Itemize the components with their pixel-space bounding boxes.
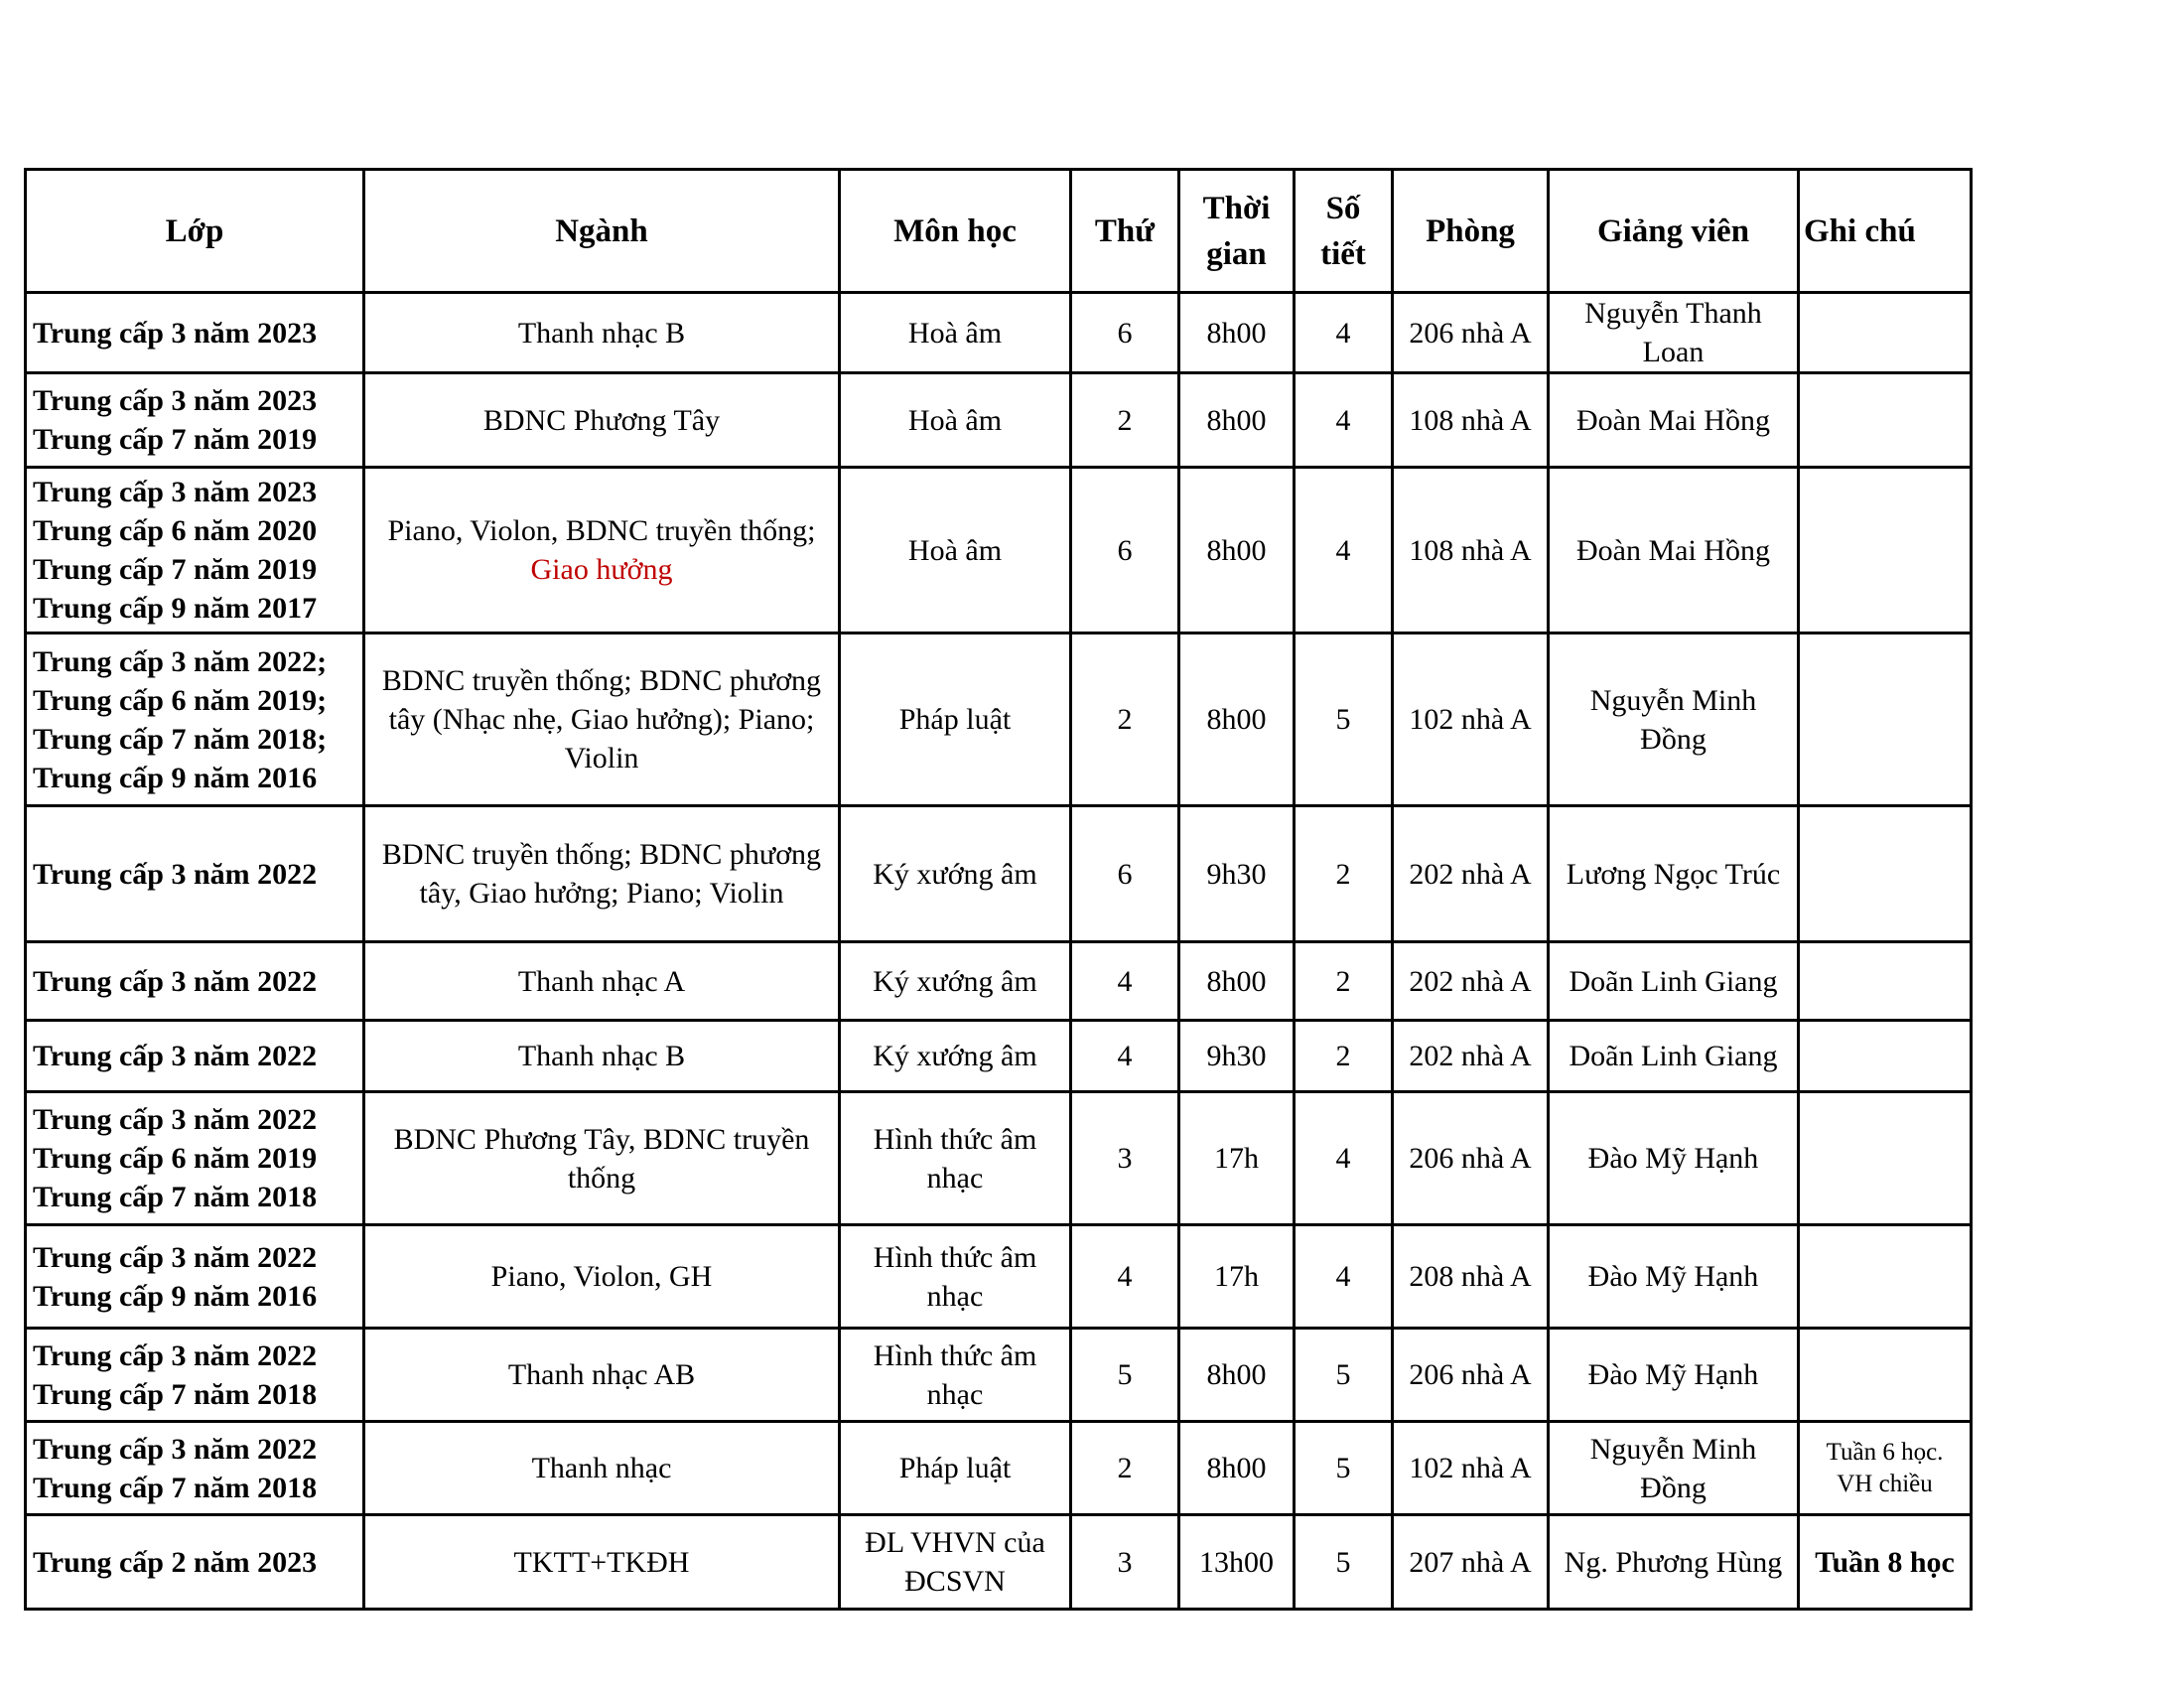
cell-giang-vien <box>1549 373 1799 468</box>
cell-lop <box>26 1092 364 1225</box>
cell-mon-hoc <box>840 942 1071 1021</box>
giang-vien-line: Lương Ngọc Trúc <box>1566 857 1781 891</box>
nganh-line: TKTT+TKĐH <box>513 1545 690 1579</box>
cell-thu: 4 <box>1071 1225 1179 1329</box>
table-row <box>26 373 1972 468</box>
header-thoi-gian <box>1179 170 1295 293</box>
cell-mon-hoc <box>840 1225 1071 1329</box>
nganh-line: tây, Giao hưởng; Piano; Violin <box>419 877 784 910</box>
cell-nganh <box>364 468 840 633</box>
giang-vien-line: Đồng <box>1640 1471 1706 1504</box>
cell-nganh <box>364 1515 840 1610</box>
header-thoi-gian-line: Thời <box>1202 190 1271 226</box>
giang-vien-line: Nguyễn Minh <box>1589 683 1757 717</box>
table-row <box>26 1422 1972 1515</box>
table-row <box>26 942 1972 1021</box>
mon-hoc-line: Hoà âm <box>907 403 1003 437</box>
cell-ghi-chu <box>1799 373 1972 468</box>
table-row <box>26 633 1972 806</box>
nganh-line: Thanh nhạc B <box>517 1040 686 1072</box>
header-mon-hoc: Môn học <box>840 170 1071 293</box>
cell-thu: 4 <box>1071 1021 1179 1092</box>
mon-hoc-line: nhạc <box>926 1279 984 1313</box>
lop-line: Trung cấp 3 năm 2022 <box>33 964 318 998</box>
cell-thoi-gian: 8h00 <box>1179 633 1295 806</box>
cell-nganh <box>364 633 840 806</box>
giang-vien-line: Đào Mỹ Hạnh <box>1587 1260 1759 1293</box>
cell-so-tiet: 2 <box>1295 806 1393 942</box>
giang-vien-line: Ng. Phương Hùng <box>1564 1545 1783 1579</box>
cell-phong: 206 nhà A <box>1393 1329 1549 1422</box>
ghi-chu-line: Tuần 6 học. <box>1826 1438 1944 1466</box>
header-so-tiet-line: tiết <box>1320 235 1366 272</box>
mon-hoc-line: Hoà âm <box>907 316 1003 350</box>
mon-hoc-line: ĐL VHVN của <box>865 1526 1045 1559</box>
cell-phong: 102 nhà A <box>1393 1422 1549 1515</box>
cell-phong: 206 nhà A <box>1393 293 1549 373</box>
cell-phong: 102 nhà A <box>1393 633 1549 806</box>
cell-lop <box>26 1515 364 1610</box>
nganh-line: Thanh nhạc <box>531 1452 672 1484</box>
lop-line: Trung cấp 3 năm 2022 <box>33 1240 318 1274</box>
cell-thoi-gian: 8h00 <box>1179 1329 1295 1422</box>
cell-so-tiet: 4 <box>1295 293 1393 373</box>
lop-line: Trung cấp 6 năm 2019; <box>33 683 328 717</box>
lop-line: Trung cấp 6 năm 2020 <box>33 514 318 547</box>
cell-mon-hoc <box>840 293 1071 373</box>
table-row <box>26 1225 1972 1329</box>
lop-line: Trung cấp 3 năm 2022 <box>33 1040 318 1072</box>
cell-mon-hoc <box>840 468 1071 633</box>
header-phong: Phòng <box>1393 170 1549 293</box>
giang-vien-line: Doãn Linh Giang <box>1569 1040 1778 1072</box>
mon-hoc-line: Ký xướng âm <box>873 857 1037 891</box>
cell-giang-vien <box>1549 468 1799 633</box>
lop-line: Trung cấp 7 năm 2019 <box>33 423 318 456</box>
cell-thu: 3 <box>1071 1515 1179 1610</box>
mon-hoc-line: Pháp luật <box>898 1452 1012 1484</box>
nganh-line: Thanh nhạc AB <box>507 1358 696 1391</box>
giang-vien-line: Đồng <box>1640 722 1706 756</box>
cell-thu: 5 <box>1071 1329 1179 1422</box>
header-lop: Lớp <box>26 170 364 293</box>
cell-ghi-chu <box>1799 468 1972 633</box>
giang-vien-line: Nguyễn Thanh <box>1584 297 1762 330</box>
cell-phong: 208 nhà A <box>1393 1225 1549 1329</box>
cell-lop <box>26 806 364 942</box>
cell-so-tiet: 5 <box>1295 1515 1393 1610</box>
cell-nganh <box>364 1021 840 1092</box>
cell-so-tiet: 5 <box>1295 1329 1393 1422</box>
cell-so-tiet: 2 <box>1295 1021 1393 1092</box>
mon-hoc-line: Hình thức âm <box>873 1240 1037 1274</box>
giang-vien-line: Loan <box>1642 336 1705 368</box>
mon-hoc-line: Hoà âm <box>907 533 1003 567</box>
ghi-chu-line: Tuần 8 học <box>1815 1545 1955 1579</box>
schedule-table <box>24 168 1973 1611</box>
header-so-tiet <box>1295 170 1393 293</box>
mon-hoc-line: Ký xướng âm <box>873 1040 1037 1072</box>
cell-mon-hoc <box>840 1021 1071 1092</box>
cell-so-tiet: 4 <box>1295 1225 1393 1329</box>
cell-mon-hoc <box>840 806 1071 942</box>
lop-line: Trung cấp 7 năm 2019 <box>33 553 318 586</box>
nganh-red-line: Giao hưởng <box>530 553 673 586</box>
cell-thu: 2 <box>1071 633 1179 806</box>
lop-line: Trung cấp 7 năm 2018 <box>33 1471 318 1504</box>
lop-line: Trung cấp 7 năm 2018; <box>33 722 328 756</box>
cell-thoi-gian: 9h30 <box>1179 1021 1295 1092</box>
nganh-line: Violin <box>564 742 639 774</box>
mon-hoc-line: Ký xướng âm <box>873 964 1037 998</box>
nganh-line: Piano, Violon, BDNC truyền thống; <box>387 514 816 547</box>
cell-ghi-chu <box>1799 942 1972 1021</box>
mon-hoc-line: ĐCSVN <box>904 1565 1006 1598</box>
lop-line: Trung cấp 3 năm 2023 <box>33 384 318 417</box>
lop-line: Trung cấp 3 năm 2022 <box>33 1103 318 1136</box>
lop-line: Trung cấp 3 năm 2022 <box>33 1432 318 1466</box>
cell-thu: 6 <box>1071 468 1179 633</box>
lop-line: Trung cấp 9 năm 2017 <box>33 592 318 625</box>
cell-ghi-chu <box>1799 1515 1972 1610</box>
cell-ghi-chu <box>1799 806 1972 942</box>
nganh-line: BDNC truyền thống; BDNC phương <box>381 664 822 697</box>
cell-so-tiet: 5 <box>1295 633 1393 806</box>
nganh-line: Piano, Violon, GH <box>490 1260 713 1293</box>
cell-lop <box>26 373 364 468</box>
cell-phong: 202 nhà A <box>1393 806 1549 942</box>
cell-giang-vien <box>1549 1021 1799 1092</box>
table-row <box>26 468 1972 633</box>
table-row <box>26 1092 1972 1225</box>
nganh-line: Thanh nhạc A <box>517 964 686 998</box>
cell-thoi-gian: 13h00 <box>1179 1515 1295 1610</box>
cell-nganh <box>364 293 840 373</box>
cell-mon-hoc <box>840 373 1071 468</box>
nganh-line: BDNC truyền thống; BDNC phương <box>381 838 822 871</box>
lop-line: Trung cấp 3 năm 2022; <box>33 644 328 678</box>
cell-giang-vien <box>1549 1515 1799 1610</box>
cell-lop <box>26 1225 364 1329</box>
cell-giang-vien <box>1549 1422 1799 1515</box>
giang-vien-line: Đoàn Mai Hồng <box>1576 533 1770 567</box>
cell-giang-vien <box>1549 293 1799 373</box>
nganh-line: Thanh nhạc B <box>517 316 686 350</box>
cell-thoi-gian: 9h30 <box>1179 806 1295 942</box>
cell-giang-vien <box>1549 1225 1799 1329</box>
header-row <box>26 170 1972 293</box>
cell-nganh <box>364 942 840 1021</box>
lop-line: Trung cấp 3 năm 2022 <box>33 1338 318 1372</box>
lop-line: Trung cấp 9 năm 2016 <box>33 761 318 794</box>
cell-nganh <box>364 1092 840 1225</box>
cell-ghi-chu <box>1799 1225 1972 1329</box>
cell-giang-vien <box>1549 1329 1799 1422</box>
cell-lop <box>26 1021 364 1092</box>
cell-thu: 6 <box>1071 293 1179 373</box>
cell-giang-vien <box>1549 633 1799 806</box>
table-row <box>26 1021 1972 1092</box>
lop-line: Trung cấp 3 năm 2022 <box>33 857 318 891</box>
cell-thoi-gian: 8h00 <box>1179 942 1295 1021</box>
header-thoi-gian-line: gian <box>1206 235 1267 272</box>
cell-ghi-chu <box>1799 293 1972 373</box>
lop-line: Trung cấp 7 năm 2018 <box>33 1377 318 1411</box>
mon-hoc-line: Pháp luật <box>898 703 1012 736</box>
ghi-chu-line: VH chiều <box>1837 1470 1933 1497</box>
cell-ghi-chu <box>1799 633 1972 806</box>
cell-mon-hoc <box>840 1515 1071 1610</box>
cell-thoi-gian: 8h00 <box>1179 373 1295 468</box>
table-row <box>26 1515 1972 1610</box>
cell-thoi-gian: 8h00 <box>1179 468 1295 633</box>
cell-mon-hoc <box>840 1422 1071 1515</box>
nganh-line: BDNC Phương Tây, BDNC truyền <box>393 1122 810 1156</box>
lop-line: Trung cấp 3 năm 2023 <box>33 476 318 508</box>
header-nganh: Ngành <box>364 170 840 293</box>
mon-hoc-line: nhạc <box>926 1161 984 1195</box>
cell-lop <box>26 633 364 806</box>
nganh-line: BDNC Phương Tây <box>482 403 721 437</box>
lop-line: Trung cấp 9 năm 2016 <box>33 1279 318 1313</box>
cell-ghi-chu <box>1799 1329 1972 1422</box>
cell-lop <box>26 1329 364 1422</box>
cell-mon-hoc <box>840 1329 1071 1422</box>
cell-thu: 4 <box>1071 942 1179 1021</box>
cell-thoi-gian: 8h00 <box>1179 293 1295 373</box>
cell-so-tiet: 2 <box>1295 942 1393 1021</box>
cell-giang-vien <box>1549 942 1799 1021</box>
cell-thoi-gian: 17h <box>1179 1225 1295 1329</box>
header-giang-vien: Giảng viên <box>1549 170 1799 293</box>
cell-phong: 207 nhà A <box>1393 1515 1549 1610</box>
cell-mon-hoc <box>840 633 1071 806</box>
table-row <box>26 806 1972 942</box>
mon-hoc-line: Hình thức âm <box>873 1122 1037 1156</box>
giang-vien-line: Doãn Linh Giang <box>1569 964 1778 998</box>
lop-line: Trung cấp 2 năm 2023 <box>33 1545 318 1579</box>
cell-nganh <box>364 1422 840 1515</box>
cell-thu: 2 <box>1071 1422 1179 1515</box>
lop-line: Trung cấp 7 năm 2018 <box>33 1181 318 1213</box>
cell-mon-hoc <box>840 1092 1071 1225</box>
table-body <box>26 293 1972 1610</box>
cell-lop <box>26 293 364 373</box>
giang-vien-line: Nguyễn Minh <box>1589 1432 1757 1466</box>
lop-line: Trung cấp 3 năm 2023 <box>33 316 318 350</box>
cell-phong: 202 nhà A <box>1393 1021 1549 1092</box>
giang-vien-line: Đào Mỹ Hạnh <box>1587 1358 1759 1391</box>
cell-so-tiet: 4 <box>1295 1092 1393 1225</box>
cell-thoi-gian: 17h <box>1179 1092 1295 1225</box>
cell-so-tiet: 5 <box>1295 1422 1393 1515</box>
cell-phong: 108 nhà A <box>1393 373 1549 468</box>
table-row <box>26 1329 1972 1422</box>
lop-line: Trung cấp 6 năm 2019 <box>33 1142 318 1175</box>
header-ghi-chu: Ghi chú <box>1799 170 1972 293</box>
cell-phong: 202 nhà A <box>1393 942 1549 1021</box>
cell-thu: 2 <box>1071 373 1179 468</box>
cell-nganh <box>364 1225 840 1329</box>
cell-giang-vien <box>1549 806 1799 942</box>
cell-so-tiet: 4 <box>1295 468 1393 633</box>
giang-vien-line: Đào Mỹ Hạnh <box>1587 1142 1759 1175</box>
cell-so-tiet: 4 <box>1295 373 1393 468</box>
cell-lop <box>26 942 364 1021</box>
cell-phong: 108 nhà A <box>1393 468 1549 633</box>
cell-thu: 3 <box>1071 1092 1179 1225</box>
cell-ghi-chu <box>1799 1092 1972 1225</box>
cell-nganh <box>364 806 840 942</box>
header-so-tiet-line: Số <box>1325 190 1361 226</box>
cell-nganh <box>364 373 840 468</box>
giang-vien-line: Đoàn Mai Hồng <box>1576 403 1770 437</box>
header-thu: Thứ <box>1071 170 1179 293</box>
nganh-line: tây (Nhạc nhẹ, Giao hưởng); Piano; <box>388 703 815 736</box>
cell-thu: 6 <box>1071 806 1179 942</box>
cell-ghi-chu <box>1799 1021 1972 1092</box>
cell-lop <box>26 468 364 633</box>
mon-hoc-line: Hình thức âm <box>873 1338 1037 1372</box>
table-row <box>26 293 1972 373</box>
cell-thoi-gian: 8h00 <box>1179 1422 1295 1515</box>
mon-hoc-line: nhạc <box>926 1377 984 1411</box>
cell-ghi-chu <box>1799 1422 1972 1515</box>
cell-lop <box>26 1422 364 1515</box>
cell-giang-vien <box>1549 1092 1799 1225</box>
nganh-line: thống <box>567 1161 636 1195</box>
cell-phong: 206 nhà A <box>1393 1092 1549 1225</box>
cell-nganh <box>364 1329 840 1422</box>
